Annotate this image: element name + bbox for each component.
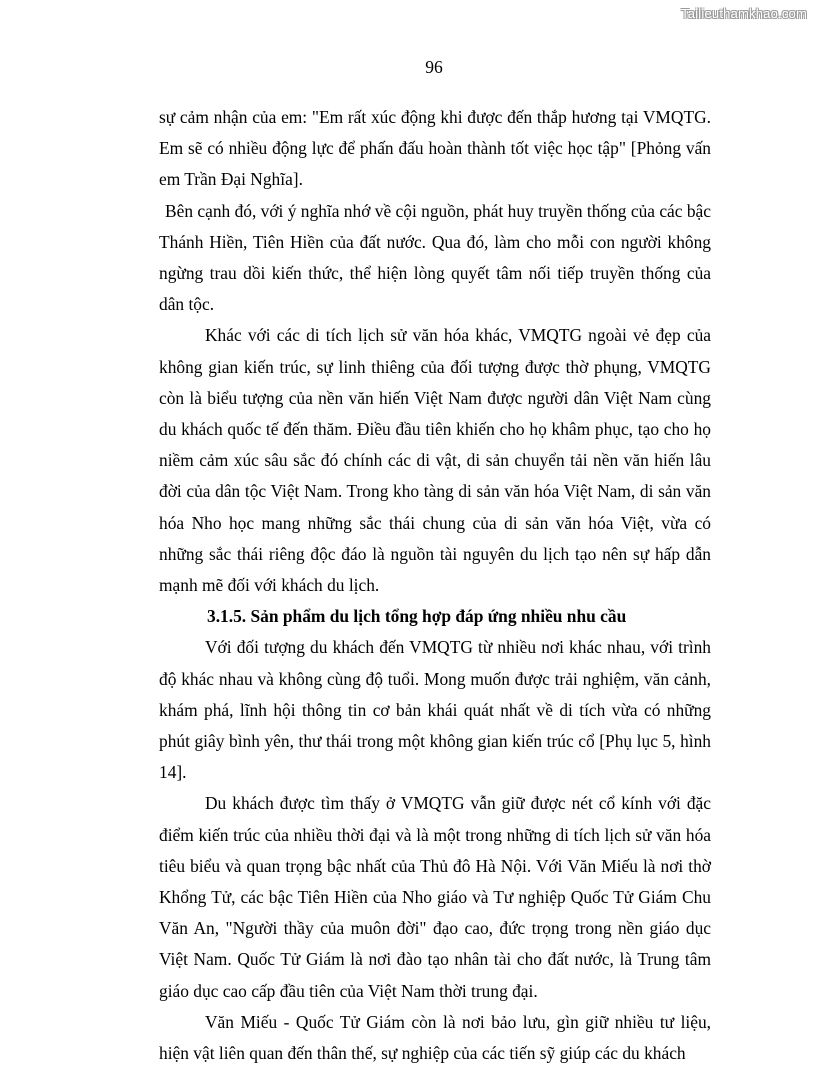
page-number: 96: [425, 57, 443, 77]
paragraph: sự cảm nhận của em: "Em rất xúc động khi được đến thắp hương tại VMQTG. Em sẽ có nhiều động lực để phấn đấu hoàn thành tốt việc học tập" [Phỏng vấn em Trần Đại Nghĩa].: [159, 107, 711, 190]
paragraph: Với đối tượng du khách đến VMQTG từ nhiều nơi khác nhau, với trình độ khác nhau và không cùng độ tuổi. Mong muốn được trải nghiệm, văn cảnh, khám phá, lĩnh hội thông tin cơ bản khái quát nhất về di tích vừa có những phút giây bình yên, thư thái trong một không gian kiến trúc cổ [Phụ lục 5, hình 14].: [159, 637, 711, 783]
watermark: Tailieuthamkhao.com: [681, 6, 807, 21]
paragraph: Văn Miếu - Quốc Tử Giám còn là nơi bảo lưu, gìn giữ nhiều tư liệu, hiện vật liên quan đến thân thế, sự nghiệp của các tiến sỹ giúp các du khách: [159, 1011, 711, 1064]
paragraph: Bên cạnh đó, với ý nghĩa nhớ về cội nguồn, phát huy truyền thống của các bậc Thánh Hiền, Tiên Hiền của đất nước. Qua đó, làm cho mỗi con người không ngừng trau dồi kiến thức, thể hiện lòng quyết tâm nối tiếp truyền thống của dân tộc.: [159, 200, 711, 315]
paragraph: Khác với các di tích lịch sử văn hóa khác, VMQTG ngoài vẻ đẹp của không gian kiến trúc, sự linh thiêng của đối tượng được thờ phụng, VMQTG còn là biểu tượng của nền văn hiến Việt Nam được người dân Việt Nam cùng du khách quốc tế đến thăm. Điều đầu tiên khiến cho họ khâm phục, tạo cho họ niềm cảm xúc sâu sắc đó chính các di vật, di sản chuyển tải nền văn hiến lâu đời của dân tộc Việt Nam. Trong kho tàng di sản văn hóa Việt Nam, di sản văn hóa Nho học mang những sắc thái chung của di sản văn hóa Việt, vừa có những sắc thái riêng độc đáo là nguồn tài nguyên du lịch tạo nên sự hấp dẫn mạnh mẽ đối với khách du lịch.: [159, 325, 711, 596]
section-heading: 3.1.5. Sản phẩm du lịch tổng hợp đáp ứng nhiều nhu cầu: [207, 606, 627, 627]
paragraph: Du khách được tìm thấy ở VMQTG vẫn giữ được nét cổ kính với đặc điểm kiến trúc của nhiều thời đại và là một trong những di tích lịch sử văn hóa tiêu biểu và quan trọng bậc nhất của Thủ đô Hà Nội. Với Văn Miếu là nơi thờ Khổng Tử, các bậc Tiên Hiền của Nho giáo và Tư nghiệp Quốc Tử Giám Chu Văn An, "Người thầy của muôn đời" đạo cao, đức trọng trong nền giáo dục Việt Nam. Quốc Tử Giám là nơi đào tạo nhân tài cho đất nước, là Trung tâm giáo dục cao cấp đầu tiên của Việt Nam thời trung đại.: [159, 793, 711, 1001]
document-body: [159, 102, 711, 1069]
